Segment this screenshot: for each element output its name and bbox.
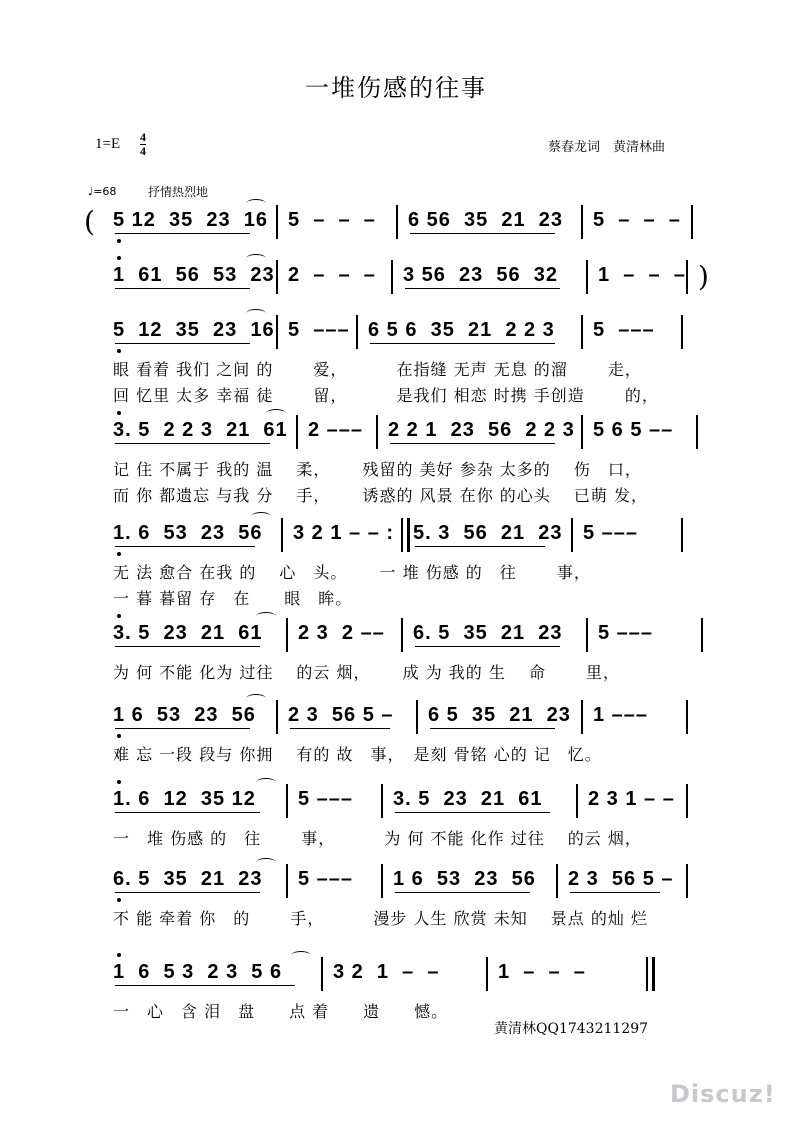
barline <box>286 618 288 652</box>
notes-row <box>0 203 792 243</box>
measure: 2 3 1 – – <box>588 788 675 810</box>
barline <box>396 205 398 239</box>
barline <box>571 518 573 552</box>
barline <box>581 315 583 349</box>
barline <box>586 260 588 294</box>
barline <box>586 618 588 652</box>
measure: 1 6 5 3 2 3 5 6 <box>113 961 283 983</box>
barline <box>686 864 688 898</box>
beam-underline <box>570 892 660 893</box>
lyric-line: 一 心 含 泪 盘 点 着 遗 憾。 <box>113 1002 449 1021</box>
measure: 2 2 1 23 56 2 2 3 <box>388 419 575 441</box>
beam-underline <box>115 812 260 813</box>
octave-dot <box>117 239 121 243</box>
music-system <box>0 698 792 778</box>
measure: 1 – – – <box>498 961 586 983</box>
beam-underline <box>415 546 545 547</box>
slur-arc <box>246 694 266 703</box>
barline <box>276 260 278 294</box>
beam-underline <box>290 728 390 729</box>
measure: 6 5 35 21 23 <box>428 704 571 726</box>
barline <box>416 700 418 734</box>
octave-dot <box>117 256 121 260</box>
slur-arc <box>256 858 276 867</box>
measure: 1 6 53 23 56 <box>113 704 256 726</box>
beam-underline <box>415 646 560 647</box>
measure: 3. 5 23 21 61 <box>393 788 543 810</box>
barline <box>581 700 583 734</box>
beam-underline <box>395 812 550 813</box>
measure: 5 ––– <box>598 622 654 644</box>
measure: 5 12 35 23 16 <box>113 319 275 341</box>
measure: 1 – – – <box>598 264 686 286</box>
beam-underline <box>115 288 250 289</box>
lyric-line: 为 何 不能 化为 过往 的云 烟， 成 为 我的 生 命 里， <box>113 663 621 682</box>
octave-dot <box>117 349 121 353</box>
measure: 2 3 56 5 – <box>288 704 394 726</box>
measure: 5 12 35 23 16 <box>113 209 269 231</box>
barline <box>321 957 323 991</box>
beam-underline <box>115 546 255 547</box>
notes-row <box>0 313 792 353</box>
octave-dot <box>117 953 121 957</box>
barline <box>686 260 688 294</box>
barline <box>646 957 655 991</box>
barline <box>381 784 383 818</box>
measure: 2 3 56 5 – <box>568 868 674 890</box>
lyric-line: 记 住 不属于 我的 温 柔， 残留的 美好 参杂 太多的 伤 口， <box>113 460 642 479</box>
barline <box>686 700 688 734</box>
barline <box>356 315 358 349</box>
watermark-logo: Discuz! <box>670 1080 776 1108</box>
measure: 1. 6 12 35 12 <box>113 788 256 810</box>
measure: 1 ––– <box>593 704 649 726</box>
octave-dot <box>117 780 121 784</box>
measure: 5 ––– <box>288 319 350 341</box>
beam-underline <box>395 892 530 893</box>
repeat-paren-close: ) <box>698 260 709 293</box>
measure: 3. 5 23 21 61 <box>113 622 263 644</box>
beam-underline <box>115 985 295 986</box>
music-system <box>0 516 792 608</box>
slur-arc <box>251 512 271 521</box>
beam-underline <box>115 646 260 647</box>
tempo-marking: ♩=68 <box>88 185 117 198</box>
barline <box>581 205 583 239</box>
measure: 6 56 35 21 23 <box>408 209 564 231</box>
measure: 5 – – – <box>593 209 681 231</box>
beam-underline <box>115 892 260 893</box>
notes-row <box>0 698 792 738</box>
barline <box>391 260 393 294</box>
measure: 3 2 1 – – : <box>293 522 395 544</box>
beam-underline <box>115 343 250 344</box>
measure: 5 ––– <box>593 319 655 341</box>
measure: 5 ––– <box>583 522 639 544</box>
lyric-line: 一 暮 暮留 存 在 眼 眸。 <box>113 589 353 608</box>
lyric-line: 而 你 都遗忘 与我 分 手， 诱惑的 风景 在你 的心头 已萌 发， <box>113 486 648 505</box>
slur-arc <box>246 254 266 263</box>
music-system <box>0 413 792 505</box>
barline <box>381 864 383 898</box>
barline <box>576 784 578 818</box>
barline <box>486 957 488 991</box>
slur-arc <box>246 199 266 208</box>
slur-arc <box>256 778 276 787</box>
beam-underline <box>115 443 270 444</box>
measure: 2 – – – <box>288 264 376 286</box>
measure: 5 ––– <box>298 868 354 890</box>
lyric-line: 无 法 愈合 在我 的 心 头。 一 堆 伤感 的 往 事， <box>113 563 591 582</box>
measure: 5 – – – <box>288 209 376 231</box>
mood-marking: 抒情热烈地 <box>148 185 209 199</box>
beam-underline <box>390 443 555 444</box>
time-signature-top: 4 <box>140 130 146 144</box>
measure: 2 3 2 –– <box>298 622 385 644</box>
barline <box>276 700 278 734</box>
octave-dot <box>117 734 121 738</box>
barline <box>691 205 693 239</box>
measure: 3 56 23 56 32 <box>403 264 559 286</box>
barline <box>686 784 688 818</box>
music-system <box>0 616 792 696</box>
barline <box>401 618 403 652</box>
key-signature: 1=E <box>95 136 121 152</box>
music-system <box>0 313 792 405</box>
slur-arc <box>291 951 311 960</box>
music-system <box>0 862 792 942</box>
music-system <box>0 955 792 1035</box>
measure: 1 61 56 53 23 <box>113 264 275 286</box>
octave-dot <box>117 552 121 556</box>
notes-row <box>0 258 792 298</box>
octave-dot <box>117 614 121 618</box>
measure: 3 2 1 – – <box>333 961 440 983</box>
lyric-line: 回 忆里 太多 幸福 徒 留， 是我们 相恋 时携 手创造 的， <box>113 386 659 405</box>
measure: 1 6 53 23 56 <box>393 868 536 890</box>
barline <box>281 518 283 552</box>
barline <box>376 415 378 449</box>
music-system <box>0 782 792 862</box>
barline <box>681 518 683 552</box>
beam-underline <box>115 728 250 729</box>
barline <box>276 315 278 349</box>
measure: 1. 6 53 23 56 <box>113 522 263 544</box>
beam-underline <box>370 343 555 344</box>
barline <box>296 415 298 449</box>
barline <box>276 205 278 239</box>
notes-row <box>0 516 792 556</box>
lyric-line: 难 忘 一段 段与 你拥 有的 故 事， 是刻 骨铭 心的 记 忆。 <box>113 745 602 764</box>
barline <box>401 518 410 552</box>
beam-underline <box>115 233 250 234</box>
measure: 5. 3 56 21 23 <box>413 522 563 544</box>
slur-arc <box>266 409 286 418</box>
barline <box>681 315 683 349</box>
beam-underline <box>410 233 555 234</box>
lyric-line: 眼 看着 我们 之间 的 爱， 在指缝 无声 无息 的溜 走， <box>113 360 642 379</box>
repeat-paren-open: ( <box>84 205 95 238</box>
measure: 6 5 6 35 21 2 2 3 <box>368 319 555 341</box>
time-signature <box>140 131 146 158</box>
barline <box>286 784 288 818</box>
octave-dot <box>117 411 121 415</box>
lyric-line: 不 能 牵着 你 的 手， 漫步 人生 欣赏 未知 景点 的灿 烂 <box>113 909 648 928</box>
time-signature-bottom: 4 <box>140 144 146 158</box>
lyric-line: 一 堆 伤感 的 往 事， 为 何 不能 化作 过往 的云 烟， <box>113 829 642 848</box>
barline <box>556 864 558 898</box>
barline <box>286 864 288 898</box>
credits: 蔡春龙词 黄清林曲 <box>548 140 666 155</box>
notes-row <box>0 862 792 902</box>
notes-row <box>0 782 792 822</box>
barline <box>696 415 698 449</box>
measure: 6. 5 35 21 23 <box>113 868 263 890</box>
page-title: 一堆伤感的往事 <box>305 74 487 102</box>
notes-row <box>0 616 792 656</box>
notes-row <box>0 955 792 995</box>
notes-row <box>0 413 792 453</box>
slur-arc <box>256 612 276 621</box>
slur-arc <box>246 309 266 318</box>
octave-dot <box>117 898 121 902</box>
beam-underline <box>405 288 560 289</box>
measure: 5 6 5 –– <box>593 419 674 441</box>
signature: 黄清林QQ1743211297 <box>494 1021 649 1037</box>
measure: 3. 5 2 2 3 21 61 <box>113 419 288 441</box>
barline <box>581 415 583 449</box>
beam-underline <box>430 728 555 729</box>
measure: 5 ––– <box>298 788 354 810</box>
barline <box>701 618 703 652</box>
measure: 6. 5 35 21 23 <box>413 622 563 644</box>
measure: 2 ––– <box>308 419 364 441</box>
